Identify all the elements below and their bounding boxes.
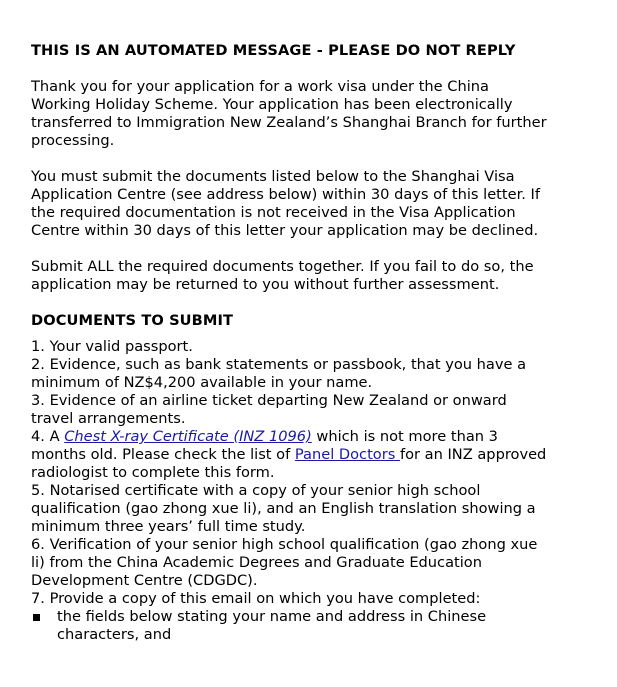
intro-line: processing.: [31, 132, 115, 149]
list-item: [31, 428, 591, 446]
automated-message-heading: THIS IS AN AUTOMATED MESSAGE - PLEASE DO NOT REPLY: [31, 42, 516, 59]
intro-line: Thank you for your application for a work visa under the China: [31, 78, 489, 95]
panel-doctors-link[interactable]: Panel Doctors: [294, 446, 400, 463]
list-item-text: for an INZ approved: [399, 446, 547, 463]
list-item-continuation: minimum of NZ$4,200 available in your name.: [31, 374, 373, 391]
list-item: 2. Evidence, such as bank statements or passbook, that you have a: [31, 356, 527, 373]
submit-notice-line: the required documentation is not received in the Visa Application: [31, 204, 516, 221]
list-item-text: 4. A: [31, 428, 65, 445]
list-item-continuation: minimum three years’ full time study.: [31, 518, 306, 535]
list-item-continuation: Development Centre (CDGDC).: [31, 572, 258, 589]
list-item-continuation: qualification (gao zhong xue li), and an English translation showing a: [31, 500, 536, 517]
chest-xray-certificate-link[interactable]: Chest X-ray Certificate (INZ 1096): [64, 428, 312, 445]
bullet-line: characters, and: [57, 626, 172, 643]
bullet-line: the fields below stating your name and address in Chinese: [57, 608, 487, 625]
list-item-continuation: [31, 446, 591, 464]
submit-together-line: application may be returned to you without further assessment.: [31, 276, 500, 293]
submit-notice-line: You must submit the documents listed below to the Shanghai Visa: [31, 168, 515, 185]
list-item-continuation: radiologist to complete this form.: [31, 464, 275, 481]
submit-together-paragraph: [31, 258, 591, 294]
documents-heading: DOCUMENTS TO SUBMIT: [31, 312, 234, 329]
list-item-continuation: li) from the China Academic Degrees and Graduate Education: [31, 554, 482, 571]
submit-notice-line: Centre within 30 days of this letter your application may be declined.: [31, 222, 539, 239]
submit-together-line: Submit ALL the required documents together. If you fail to do so, the: [31, 258, 534, 275]
bullet-item-text: [57, 608, 486, 644]
list-item: 1. Your valid passport.: [31, 338, 193, 355]
list-item: 5. Notarised certificate with a copy of your senior high school: [31, 482, 481, 499]
list-item-text: months old. Please check the list of: [31, 446, 295, 463]
square-bullet-icon: [33, 614, 40, 621]
submit-notice-paragraph: [31, 168, 591, 240]
intro-paragraph: [31, 78, 591, 150]
list-item-text: which is not more than 3: [311, 428, 498, 445]
list-item-continuation: travel arrangements.: [31, 410, 186, 427]
intro-line: transferred to Immigration New Zealand’s Shanghai Branch for further: [31, 114, 547, 131]
submit-notice-line: Application Centre (see address below) within 30 days of this letter. If: [31, 186, 540, 203]
list-item: 7. Provide a copy of this email on which you have completed:: [31, 590, 481, 607]
list-item: 6. Verification of your senior high school qualification (gao zhong xue: [31, 536, 538, 553]
list-item: 3. Evidence of an airline ticket departing New Zealand or onward: [31, 392, 507, 409]
documents-list: [31, 338, 591, 608]
intro-line: Working Holiday Scheme. Your application has been electronically: [31, 96, 513, 113]
